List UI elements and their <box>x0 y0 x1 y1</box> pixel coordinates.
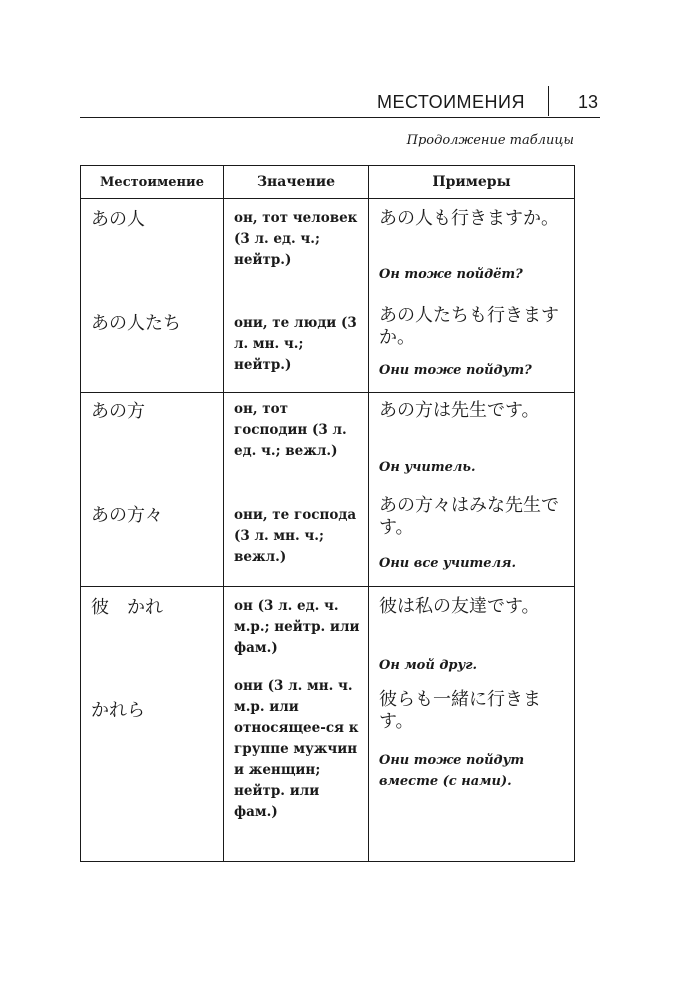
example-translation: Он мой друг. <box>379 658 478 673</box>
example-translation: Они все учителя. <box>379 556 516 571</box>
example-japanese: あの人も行きますか。 <box>379 208 559 229</box>
table-row <box>81 587 575 862</box>
chapter-title: МЕСТОИМЕНИЯ <box>377 92 525 112</box>
running-header <box>80 86 600 118</box>
meaning-cell <box>224 199 369 393</box>
example-cell <box>369 199 575 393</box>
example-cell <box>369 393 575 587</box>
header-rule <box>80 117 600 118</box>
example-translation: Они тоже пойдут вместе (с нами). <box>379 753 525 789</box>
pronoun: あの人 <box>91 209 145 230</box>
pronoun: あの方々 <box>91 505 163 526</box>
pronoun-cell <box>81 393 224 587</box>
pronoun-cell <box>81 199 224 393</box>
example-translation: Он учитель. <box>379 460 476 475</box>
column-header-meaning: Значение <box>224 166 369 199</box>
column-header-pronoun: Местоимение <box>81 166 224 199</box>
meaning: они (3 л. мн. ч. м.р. или относящее-ся к группе мужчин и женщин; нейтр. или фам.) <box>234 678 359 820</box>
column-header-examples: Примеры <box>369 166 575 199</box>
table-row <box>81 393 575 587</box>
meaning-cell <box>224 587 369 862</box>
meaning: они, те люди (3 л. мн. ч.; нейтр.) <box>234 315 357 373</box>
example-japanese: 彼らも一緒に行きます。 <box>379 689 541 732</box>
meaning: он, тот господин (3 л. ед. ч.; вежл.) <box>234 401 347 459</box>
meaning: он (3 л. ед. ч. м.р.; нейтр. или фам.) <box>234 598 360 656</box>
example-japanese: あの方は先生です。 <box>379 400 540 421</box>
pronoun: あの人たち <box>91 313 181 334</box>
meaning: они, те господа (3 л. мн. ч.; вежл.) <box>234 507 357 565</box>
table-header-row <box>81 166 575 199</box>
meaning: он, тот человек (3 л. ед. ч.; нейтр.) <box>234 210 358 268</box>
table-continuation-note: Продолжение таблицы <box>406 133 574 148</box>
example-translation: Он тоже пойдёт? <box>379 267 523 282</box>
pronoun: 彼 かれ <box>91 597 163 618</box>
example-japanese: あの人たちも行きますか。 <box>379 305 559 348</box>
table-row <box>81 199 575 393</box>
example-translation: Они тоже пойдут? <box>379 363 532 378</box>
pronoun: かれら <box>91 700 145 721</box>
pronoun: あの方 <box>91 401 145 422</box>
pronoun-table <box>80 165 575 862</box>
meaning-cell <box>224 393 369 587</box>
header-divider <box>548 86 549 116</box>
example-cell <box>369 587 575 862</box>
page-number: 13 <box>577 92 598 112</box>
example-japanese: 彼は私の友達です。 <box>379 596 540 617</box>
pronoun-cell <box>81 587 224 862</box>
example-japanese: あの方々はみな先生です。 <box>379 495 559 538</box>
